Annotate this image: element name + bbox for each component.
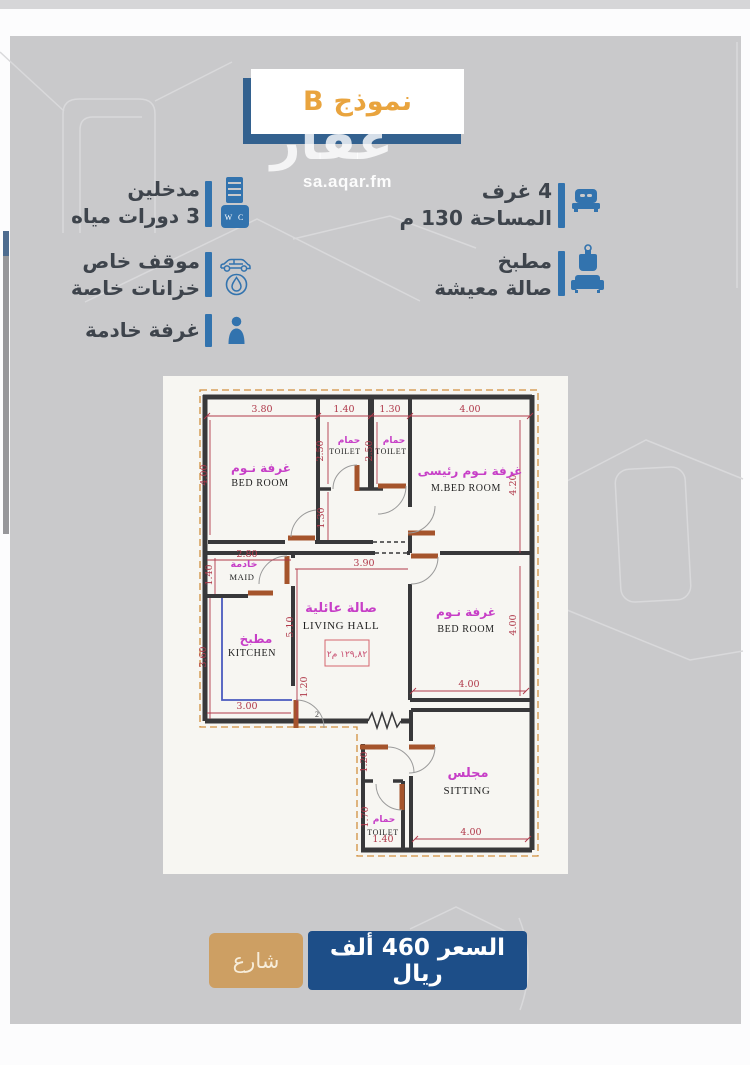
dim-right-mbed: 4.20 [508,474,519,496]
label-toilet3-ar: حمام [372,815,396,825]
car-icon [219,256,251,273]
feature-maid-line1: غرفة خادمة [85,318,200,342]
thin-walls [318,489,403,781]
price-button[interactable] [308,931,527,990]
dim-top-bedroom1: 3.80 [251,404,273,415]
apron-icon [577,244,599,271]
dim-top-mbed: 4.00 [459,404,481,415]
street-button-label: شارع [232,948,280,973]
label-maid-ar: خادمة [230,559,258,570]
label-bedroom2-ar: غرفة نـوم [436,605,496,619]
open-passage-dashes [373,542,407,553]
label-bedroom1-en: BED ROOM [231,478,289,489]
feature-entrances-line2: 3 دورات مياه [71,204,200,228]
dim-kitchen-w: 3.00 [236,701,258,712]
label-mbed-ar: غرفة نـوم رئيسى [417,464,523,478]
label-kitchen-en: KITCHEN [227,648,277,659]
label-mbed-en: M.BED ROOM [431,483,501,494]
sofa-icon [571,274,604,294]
feature-maid-room [85,317,200,344]
street-button[interactable] [209,933,303,988]
dim-entrance: 1.20 [359,751,370,773]
dim-corridor: 1.30 [316,507,327,529]
label-bedroom2-en: BED ROOM [437,624,495,635]
feature-parking-line1: موقف خاص [82,249,200,273]
price-button-label: السعر 460 ألف ريال [329,934,506,987]
feature-kitchen-line1: مطبخ [497,249,552,273]
left-edge-accent [3,231,9,256]
floor-plan-drawing [163,376,568,874]
entrance-step-zigzag [368,713,401,728]
feature-rooms [399,178,552,232]
page-title: نموذج B [303,86,412,117]
dim-sitting-w: 4.00 [460,827,482,838]
feature-kitchen-line2: صالة معيشة [434,276,552,300]
bed-icon [572,188,600,213]
divider-bar [205,181,212,227]
dim-hall-h: 5.10 [285,616,296,638]
watermark-site: sa.aqar.fm [302,172,392,191]
feature-parking-line2: خزانات خاصة [70,276,200,300]
label-maid-en: MAID [229,572,255,582]
top-edge [0,0,750,9]
label-toilet2-ar: حمام [382,436,406,446]
label-bedroom1-ar: غرفة نـوم [231,461,291,475]
dim-top-toilet2: 1.30 [379,404,401,415]
label-toilet1-en: TOILET [329,447,361,456]
dim-toilet3-w: 1.40 [372,834,394,845]
divider-bar [205,252,212,297]
label-sitting-ar: مجلس [447,766,489,781]
label-kitchen-ar: مطبخ [239,632,273,646]
dim-toilet2-h: 2.50 [364,440,375,462]
feature-entrances [71,176,200,230]
label-toilet1-ar: حمام [337,436,361,446]
door-icon [224,177,245,204]
room-labels [228,436,522,837]
label-living-en: LIVING HALL [302,620,380,632]
wc-icon [221,205,249,228]
dim-toilet1-h: 2.50 [315,440,326,462]
dim-bedroom2-h: 4.00 [508,614,519,636]
feature-parking-tanks [71,248,200,302]
feature-rooms-line2: المساحة 130 م [399,206,552,230]
label-sitting-en: SITTING [443,785,491,797]
floor-plan [163,376,568,874]
watermark-logo: عقار [270,112,393,172]
dim-top-toilet1: 1.40 [333,404,355,415]
feature-entrances-line1: مدخلين [127,177,200,201]
feature-kitchen-living [434,248,552,302]
dim-toilet3-h: 1.70 [360,806,371,828]
dim-kitchen-door: 1.20 [299,676,310,698]
person-icon [227,316,246,344]
divider-bar [205,314,212,347]
label-living-ar: صالة عائلية [305,601,377,616]
dim-hall-w: 3.90 [353,558,375,569]
wc-icon-label: W C [224,213,246,222]
dim-maid-w: 2.80 [236,549,258,560]
label-toilet2-en: TOILET [375,447,407,456]
label-toilet3-en: TOILET [367,828,399,837]
dim-bedroom2-w: 4.00 [458,679,480,690]
feature-rooms-line1: 4 غرف [481,179,552,203]
divider-bar [558,251,565,296]
dim-kitchen-h: 3.60 [198,646,209,668]
dim-door-count: 2 [315,710,319,719]
area-value: ١٢٩,٨٢ م٢ [326,650,368,660]
dim-maid-h: 1.40 [204,564,215,586]
water-tank-icon [225,273,248,296]
left-edge-bar [3,256,9,534]
divider-bar [558,183,565,228]
dim-left-bedroom1: 4.00 [199,464,210,486]
